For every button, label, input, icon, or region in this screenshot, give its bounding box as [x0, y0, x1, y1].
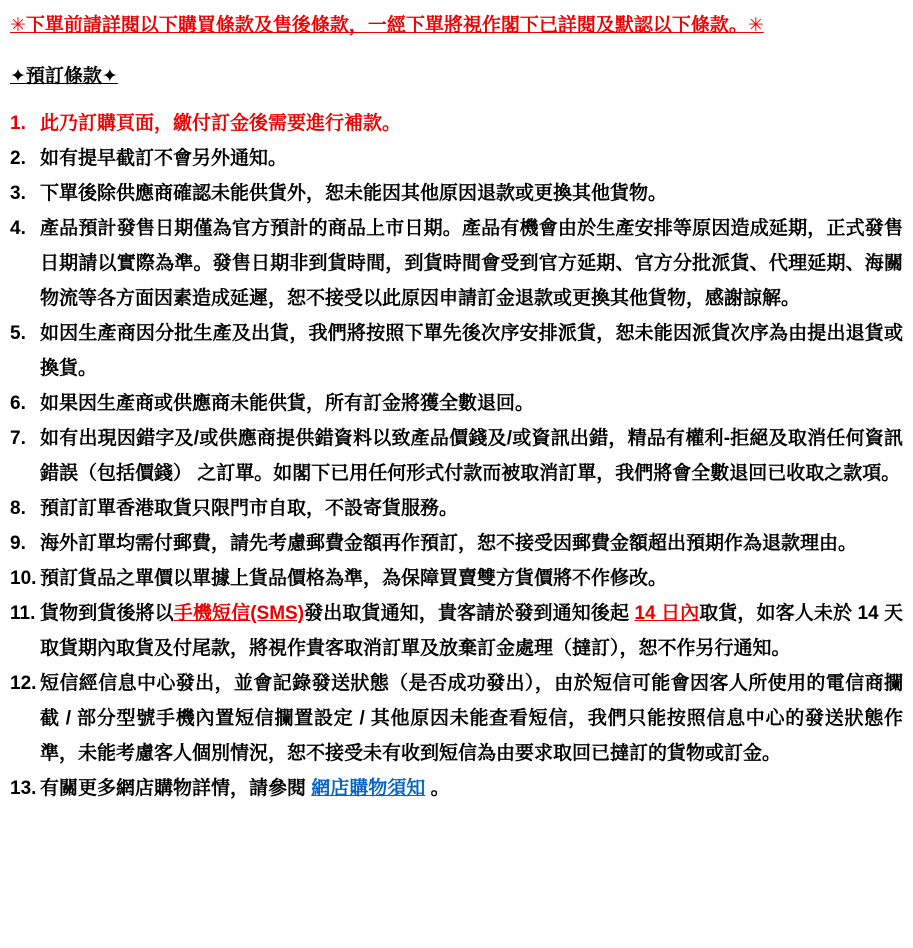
- term-number: 1.: [10, 113, 26, 134]
- term-item-3: [10, 176, 903, 211]
- term-text-segment: 產品預計發售日期僅為官方預計的商品上市日期。產品有機會由於生產安排等原因造成延期，正式發售日期請以實際為準。發售日期非到貨時間，到貨時間會受到官方延期、官方分批派貨、代理延期、海關物流等各方面因素造成延遲，恕不接受以此原因申請訂金退款或更換其他貨物，感謝諒解。: [40, 218, 903, 309]
- term-number: 13.: [10, 778, 37, 799]
- term-item-7: [10, 421, 903, 491]
- term-number: 3.: [10, 183, 26, 204]
- term-text: [40, 771, 903, 806]
- term-text-segment: 下單後除供應商確認未能供貨外，恕未能因其他原因退款或更換其他貨物。: [40, 183, 668, 204]
- term-item-12: [10, 666, 903, 771]
- term-text-segment: 如有出現因錯字及/或供應商提供錯資料以致產品價錢及/或資訊出錯，精品有權利-拒絕及取消任何資訊錯誤（包括價錢） 之訂單。如閣下已用任何形式付款而被取消訂單，我們將會全數退回已收取之款項。: [40, 428, 903, 484]
- term-text-segment: 海外訂單均需付郵費，請先考慮郵費金額再作預訂，恕不接受因郵費金額超出預期作為退款理由。: [40, 533, 858, 554]
- term-text: [40, 561, 903, 596]
- term-number: 7.: [10, 428, 26, 449]
- term-text: [40, 386, 903, 421]
- term-text-segment: 手機短信(SMS): [173, 603, 305, 624]
- term-text-segment: 此乃訂購頁面，繳付訂金後需要進行補款。: [40, 113, 402, 134]
- term-item-9: [10, 526, 903, 561]
- term-text-segment: 預訂貨品之單價以單據上貨品價格為準，為保障買賣雙方貨價將不作修改。: [40, 568, 668, 589]
- term-text: [40, 176, 903, 211]
- term-text-segment: 有關更多網店購物詳情，請參閱: [40, 778, 312, 799]
- term-text: [40, 316, 903, 386]
- term-text-segment: 如有提早截訂不會另外通知。: [40, 148, 288, 169]
- term-number: 2.: [10, 148, 26, 169]
- term-number: 10.: [10, 568, 37, 589]
- terms-list: [10, 106, 903, 806]
- term-text: [40, 421, 903, 491]
- term-item-1: [10, 106, 903, 141]
- term-text: [40, 526, 903, 561]
- term-item-11: [10, 596, 903, 666]
- term-text: [40, 666, 903, 771]
- term-text-segment: 如果因生產商或供應商未能供貨，所有訂金將獲全數退回。: [40, 393, 535, 414]
- term-item-4: [10, 211, 903, 316]
- term-text-segment: 取貨，如客人未於 14 天取貨期內取貨及付尾款，將視作貴客取消訂單及放棄訂金處理（撻訂），恕不作另行通知。: [40, 603, 903, 659]
- term-text: [40, 211, 903, 316]
- term-item-13: [10, 771, 903, 806]
- term-text-segment: 。: [425, 778, 450, 799]
- term-text: [40, 141, 903, 176]
- term-number: 12.: [10, 673, 37, 694]
- term-item-6: [10, 386, 903, 421]
- term-number: 5.: [10, 323, 26, 344]
- term-text-segment: 貨物到貨後將以: [40, 603, 174, 624]
- term-text-segment: 短信經信息中心發出，並會記錄發送狀態（是否成功發出），由於短信可能會因客人所使用的電信商攔截 / 部分型號手機內置短信攔置設定 / 其他原因未能查看短信，我們只能按照信息中心的發送狀態作準，未能考慮客人個別情況，恕不接受未有收到短信為由要求取回已撻訂的貨物或訂金。: [40, 673, 903, 764]
- term-text: [40, 106, 903, 141]
- term-text: [40, 491, 903, 526]
- term-item-10: [10, 561, 903, 596]
- section-title-preorder-terms: ✦預訂條款✦: [10, 66, 118, 87]
- term-text-segment: 發出取貨通知，貴客請於發到通知後起: [304, 603, 635, 624]
- term-text-segment: 預訂訂單香港取貨只限門市自取，不設寄貨服務。: [40, 498, 459, 519]
- term-number: 4.: [10, 218, 26, 239]
- store-shopping-guide-link[interactable]: 網店購物須知: [311, 778, 426, 799]
- term-item-5: [10, 316, 903, 386]
- term-number: 8.: [10, 498, 26, 519]
- warning-title: ✳下單前請詳閱以下購買條款及售後條款，一經下單將視作閣下已詳閱及默認以下條款。✳: [10, 15, 764, 36]
- term-item-2: [10, 141, 903, 176]
- term-number: 6.: [10, 393, 26, 414]
- term-number: 11.: [10, 603, 36, 624]
- term-text-segment: 如因生產商因分批生產及出貨，我們將按照下單先後次序安排派貨，恕未能因派貨次序為由提出退貨或換貨。: [40, 323, 903, 379]
- term-number: 9.: [10, 533, 26, 554]
- term-text: [40, 596, 903, 666]
- term-item-8: [10, 491, 903, 526]
- term-text-segment: 14 日內: [634, 603, 700, 624]
